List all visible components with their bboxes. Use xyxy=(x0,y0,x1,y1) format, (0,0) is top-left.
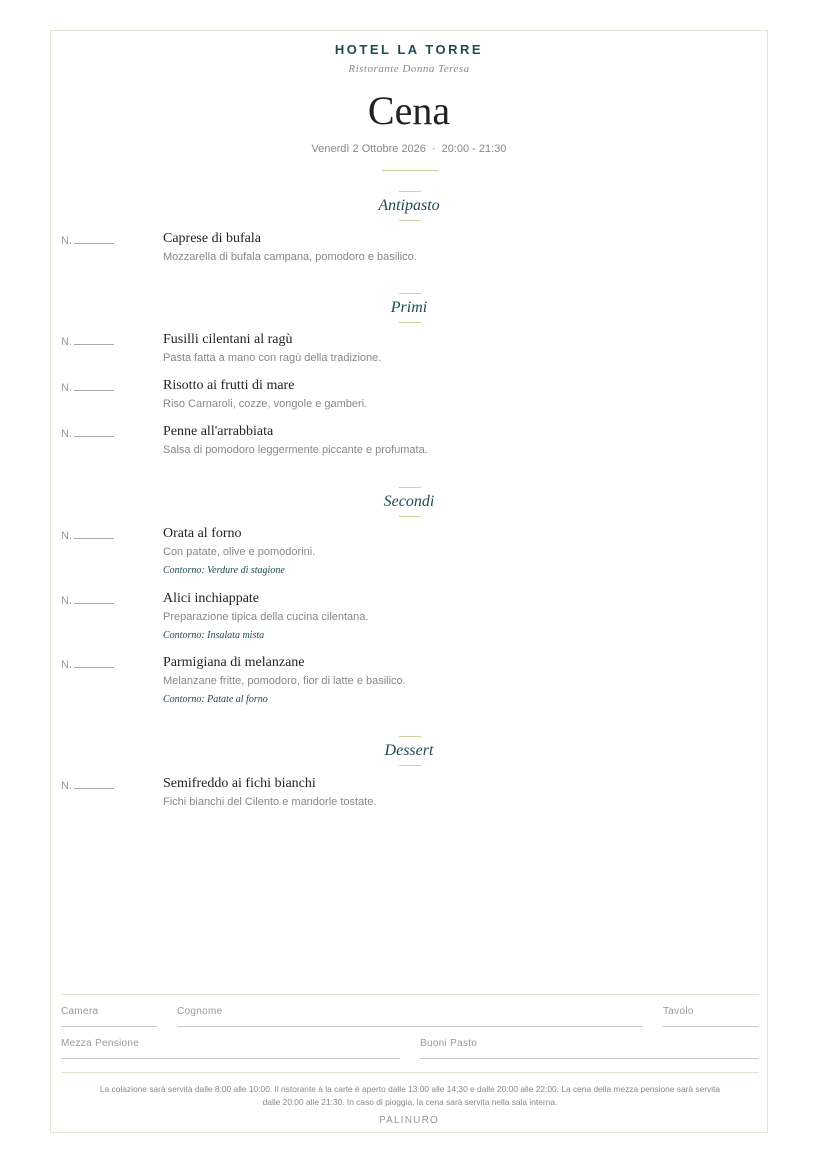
dish-name: Fusilli cilentani al ragù xyxy=(163,332,293,347)
dish-name: Semifreddo ai fichi bianchi xyxy=(163,776,316,791)
room-label: Camera xyxy=(61,1006,99,1017)
quantity-field[interactable]: N. xyxy=(61,657,114,671)
section-title-antipasto: Antipasto xyxy=(378,197,440,214)
section-rule xyxy=(399,487,421,488)
menu-sheet xyxy=(50,30,768,1133)
side-dish: Contorno: Verdure di stagione xyxy=(163,565,285,576)
section-rule xyxy=(399,220,421,221)
time-text: 20:00 - 21:30 xyxy=(441,143,507,155)
side-dish: Contorno: Patate al forno xyxy=(163,694,268,705)
service-hours-note: La colazione sarà servita dalle 8:00 alle 10:00. Il ristorante à la carte è aperto dalle 13:00 alle 14:30 e dalle 20:00 alle 22:00. La cena della mezza pensione sarà servita dalle 20:00 alle 21:30. In caso di pioggia, la cena sarà servita nella sala interna. xyxy=(99,1084,721,1107)
section-rule xyxy=(399,736,421,737)
quantity-field[interactable]: N. xyxy=(61,528,114,542)
section-title-dessert: Dessert xyxy=(384,742,434,759)
dish-name: Parmigiana di melanzane xyxy=(163,655,305,670)
hotel-name: HOTEL LA TORRE xyxy=(334,42,484,57)
quantity-field[interactable]: N. xyxy=(61,426,114,440)
section-rule xyxy=(399,293,421,294)
section-title-primi: Primi xyxy=(390,299,428,316)
dish-name: Alici inchiappate xyxy=(163,591,260,606)
meal-vouchers-field[interactable] xyxy=(420,1058,759,1059)
surname-field[interactable] xyxy=(177,1026,643,1027)
quantity-field[interactable]: N. xyxy=(61,380,114,394)
quantity-field[interactable]: N. xyxy=(61,334,114,348)
section-rule xyxy=(399,191,421,192)
dish-description: Riso Carnaroli, cozze, vongole e gamberi. xyxy=(163,398,368,410)
date-text: Venerdì 2 Ottobre 2026 xyxy=(311,143,426,155)
city-name: PALINURO xyxy=(379,1115,439,1126)
side-dish: Contorno: Insalata mista xyxy=(163,630,265,641)
restaurant-name: Ristorante Donna Teresa xyxy=(348,63,470,75)
dish-description: Con patate, olive e pomodorini. xyxy=(163,546,316,558)
dish-name: Risotto ai frutti di mare xyxy=(163,378,295,393)
dish-description: Melanzane fritte, pomodoro, fior di latte e basilico. xyxy=(163,675,406,687)
header-divider xyxy=(382,170,438,171)
section-title-secondi: Secondi xyxy=(383,493,435,510)
dish-description: Pasta fatta a mano con ragù della tradizione. xyxy=(163,352,382,364)
surname-label: Cognome xyxy=(177,1006,223,1017)
dish-name: Orata al forno xyxy=(163,526,242,541)
page-title: Cena xyxy=(367,88,451,133)
section-rule xyxy=(399,322,421,323)
date-separator: · xyxy=(431,143,436,155)
service-date xyxy=(51,143,767,155)
room-field[interactable] xyxy=(61,1026,157,1027)
dish-description: Preparazione tipica della cucina cilentana. xyxy=(163,611,369,623)
dish-description: Mozzarella di bufala campana, pomodoro e basilico. xyxy=(163,251,417,263)
quantity-field[interactable]: N. xyxy=(61,233,114,247)
form-divider xyxy=(61,994,759,995)
dish-description: Salsa di pomodoro leggermente piccante e profumata. xyxy=(163,444,428,456)
table-label: Tavolo xyxy=(663,1006,694,1017)
section-rule xyxy=(399,516,421,517)
quantity-field[interactable]: N. xyxy=(61,593,114,607)
footer-divider xyxy=(61,1072,759,1073)
dish-name: Caprese di bufala xyxy=(163,231,261,246)
dish-name: Penne all'arrabbiata xyxy=(163,424,274,439)
table-field[interactable] xyxy=(663,1026,759,1027)
section-rule xyxy=(399,765,421,766)
dish-description: Fichi bianchi del Cilento e mandorle tostate. xyxy=(163,796,377,808)
half-board-field[interactable] xyxy=(61,1058,400,1059)
meal-vouchers-label: Buoni Pasto xyxy=(420,1038,478,1049)
quantity-field[interactable]: N. xyxy=(61,778,114,792)
half-board-label: Mezza Pensione xyxy=(61,1038,140,1049)
